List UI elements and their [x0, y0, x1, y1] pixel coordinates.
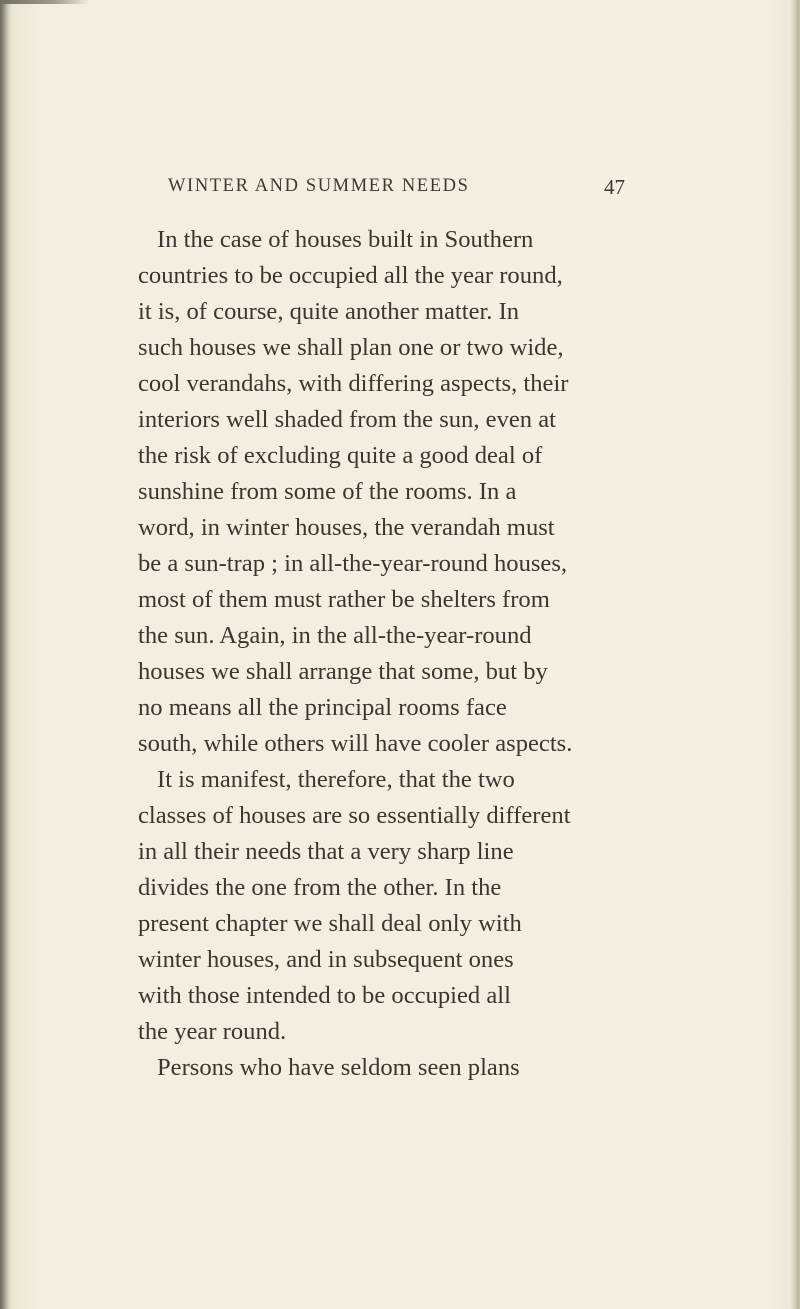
- text-line: the sun. Again, in the all-the-year-round: [138, 622, 532, 649]
- text-line: cool verandahs, with differing aspects, their: [138, 370, 569, 397]
- text-line: most of them must rather be shelters from: [138, 586, 550, 613]
- text-line: Persons who have seldom seen plans: [157, 1054, 520, 1081]
- text-line: south, while others will have cooler aspects.: [138, 730, 573, 757]
- text-line: It is manifest, therefore, that the two: [157, 766, 515, 793]
- text-line: divides the one from the other. In the: [138, 874, 502, 901]
- text-line: sunshine from some of the rooms. In a: [138, 478, 517, 505]
- text-line: with those intended to be occupied all: [138, 982, 511, 1009]
- text-line: classes of houses are so essentially different: [138, 802, 571, 829]
- running-head-title: WINTER AND SUMMER NEEDS: [168, 176, 470, 196]
- text-line: In the case of houses built in Southern: [157, 226, 534, 253]
- text-line: countries to be occupied all the year round,: [138, 262, 563, 289]
- text-line: it is, of course, quite another matter. In: [138, 298, 520, 325]
- running-head: [0, 176, 800, 206]
- text-line: the risk of excluding quite a good deal of: [138, 442, 543, 469]
- text-line: be a sun-trap ; in all-the-year-round houses,: [138, 550, 568, 577]
- text-line: interiors well shaded from the sun, even at: [138, 406, 556, 433]
- page-top-edge-shadow: [0, 0, 90, 4]
- text-line: such houses we shall plan one or two wide,: [138, 334, 564, 361]
- text-line: no means all the principal rooms face: [138, 694, 507, 721]
- text-line: the year round.: [138, 1018, 287, 1045]
- text-line: word, in winter houses, the verandah must: [138, 514, 555, 541]
- text-line: present chapter we shall deal only with: [138, 910, 522, 937]
- text-line: houses we shall arrange that some, but by: [138, 658, 548, 685]
- page-number: 47: [604, 175, 625, 199]
- text-line: in all their needs that a very sharp line: [138, 838, 514, 865]
- text-line: winter houses, and in subsequent ones: [138, 946, 514, 973]
